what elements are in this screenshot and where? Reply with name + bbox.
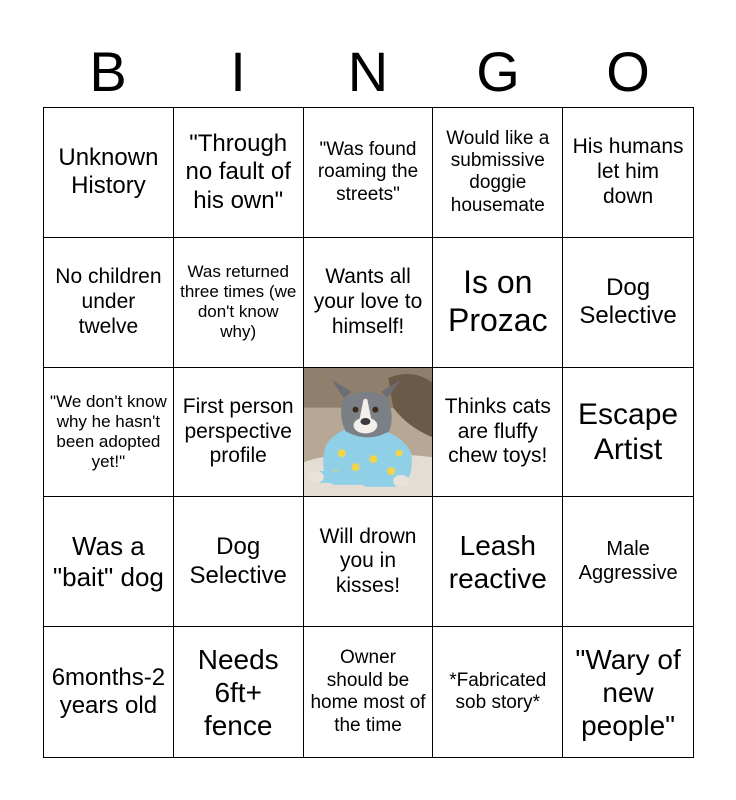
cell-label: Dog Selective <box>189 533 287 589</box>
bingo-cell[interactable] <box>433 368 563 498</box>
bingo-cell[interactable] <box>304 627 434 757</box>
cell-label: Male Aggressive <box>578 538 678 584</box>
cell-label: Needs 6ft+ fence <box>197 643 279 741</box>
bingo-cell[interactable] <box>304 238 434 368</box>
bingo-cell[interactable] <box>563 627 693 757</box>
bingo-cell[interactable] <box>433 627 563 757</box>
bingo-cell[interactable] <box>174 108 304 238</box>
bingo-cell[interactable] <box>174 368 304 498</box>
dog-photo-icon <box>304 368 433 497</box>
cell-label: Unknown History <box>58 144 159 200</box>
cell-label: Would like a submissive doggie housemate <box>446 127 550 216</box>
cell-label: First person perspective profile <box>182 394 294 468</box>
bingo-cell[interactable] <box>44 497 174 627</box>
cell-label: His humans let him down <box>572 135 684 208</box>
cell-label: Dog Selective <box>579 273 677 330</box>
bingo-cell[interactable] <box>174 627 304 757</box>
bingo-cell[interactable] <box>44 368 174 498</box>
cell-label: 6months-2 years old <box>51 663 166 720</box>
bingo-cell[interactable] <box>433 238 563 368</box>
bingo-cell[interactable] <box>563 238 693 368</box>
cell-label: "We don't know why he hasn't been adopted yet!" <box>50 391 167 472</box>
header-letter-i: I <box>230 40 246 103</box>
bingo-cell[interactable] <box>563 497 693 627</box>
cell-label: "Through no fault of his own" <box>185 129 291 214</box>
cell-label: Was returned three times (we don't know why) <box>180 262 297 342</box>
cell-label: Is on Prozac <box>447 264 548 339</box>
header-letter-n: N <box>347 40 389 103</box>
header-letter-b: B <box>89 40 127 103</box>
bingo-cell[interactable] <box>304 497 434 627</box>
cell-label: Will drown you in kisses! <box>319 524 417 598</box>
cell-label: Thinks cats are fluffy chew toys! <box>444 394 551 468</box>
bingo-cell[interactable] <box>44 238 174 368</box>
cell-label: Was a "bait" dog <box>52 531 164 592</box>
cell-label: Owner should be home most of the time <box>310 647 426 736</box>
header-letter-g: G <box>476 40 520 103</box>
bingo-cell[interactable] <box>44 108 174 238</box>
cell-label: "Wary of new people" <box>575 643 681 741</box>
header-letter-o: O <box>606 40 650 103</box>
cell-label: *Fabricated sob story* <box>449 669 547 714</box>
bingo-cell[interactable] <box>563 368 693 498</box>
cell-label: "Was found roaming the streets" <box>317 138 419 205</box>
bingo-cell[interactable] <box>433 497 563 627</box>
bingo-cell[interactable] <box>174 238 304 368</box>
bingo-cell[interactable] <box>44 627 174 757</box>
cell-label: No children under twelve <box>55 265 162 338</box>
cell-label: Leash reactive <box>448 529 547 594</box>
free-space[interactable] <box>304 368 434 498</box>
bingo-header <box>43 40 693 104</box>
cell-label: Wants all your love to himself! <box>313 265 423 338</box>
bingo-board <box>43 107 694 758</box>
bingo-cell[interactable] <box>433 108 563 238</box>
bingo-cell[interactable] <box>174 497 304 627</box>
cell-label: Escape Artist <box>578 397 679 466</box>
bingo-cell[interactable] <box>563 108 693 238</box>
bingo-cell[interactable] <box>304 108 434 238</box>
